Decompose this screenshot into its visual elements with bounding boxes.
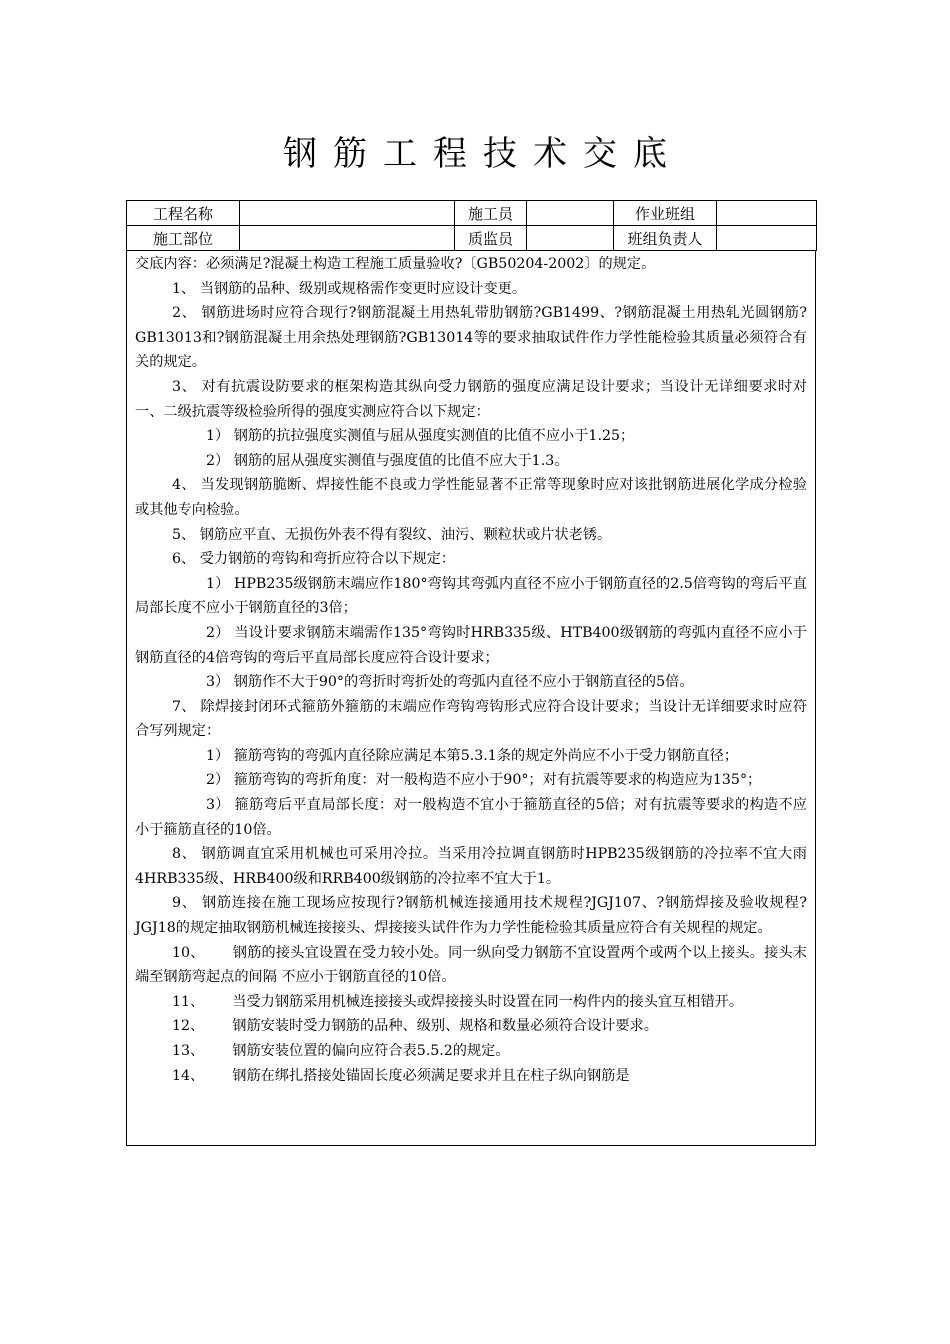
value-team-leader[interactable]	[717, 226, 817, 251]
clause-3-item-2: 2） 钢筋的屈从强度实测值与强度值的比值不应大于1.3。	[206, 452, 569, 469]
header-row	[127, 201, 817, 226]
value-construction-part[interactable]	[240, 226, 455, 251]
clause-number: 11、	[172, 993, 205, 1010]
clause-number: 14、	[172, 1067, 205, 1084]
header-table	[126, 200, 817, 251]
header-row	[127, 226, 817, 251]
clause-number: 13、	[172, 1043, 205, 1059]
clause-7: 7、 除焊接封闭环式箍筋外箍筋的末端应作弯钩弯钩形式应符合设计要求；当设计无详细要求时应符合写列规定：	[135, 698, 807, 740]
clause-6-item-3: 3） 钢筋作不大于90°的弯折时弯折处的弯弧内直径不应小于钢筋直径的5倍。	[206, 674, 694, 691]
clause-text: 钢筋的接头宜设置在受力较小处。同一纵向受力钢筋不宜设置两个或两个以上接头。接头末端至钢筋弯起点的间隔 不应小于钢筋直径的10倍。	[135, 944, 807, 986]
label-project-name: 工程名称	[127, 201, 240, 226]
clause-9: 9、 钢筋连接在施工现场应按现行?钢筋机械连接通用技术规程?JGJ107、?钢筋焊接及验收规程?JGJ18的规定抽取钢筋机械连接接头、焊接接头试件作为力学性能检验其质量应符合有关规程的规定。	[135, 895, 807, 937]
clause-3-item-1: 1） 钢筋的抗拉强度实测值与屈从强度实测值的比值不应小于1.25；	[206, 428, 635, 445]
label-construction-worker: 施工员	[455, 201, 527, 226]
clause-8: 8、 钢筋调直宜采用机械也可采用冷拉。当采用冷拉调直钢筋时HPB235级钢筋的冷拉率不宜大雨4HRB335级、HRB400级和RRB400级钢筋的冷拉率不宜大于1。	[135, 846, 807, 887]
clause-7-item-3: 3） 箍筋弯后平直局部长度：对一般构造不宜小于箍筋直径的5倍；对有抗震等要求的构造不应小于箍筋直径的10倍。	[135, 797, 807, 838]
value-work-team[interactable]	[717, 201, 817, 226]
clause-2: 2、 钢筋进场时应符合现行?钢筋混凝土用热轧带肋钢筋?GB1499、?钢筋混凝土用热轧光圆钢筋?GB13013和?钢筋混凝土用余热处理钢筋?GB13014等的要求抽取试件作力学性能检验其质量必须符合有关的规定。	[135, 305, 807, 371]
clause-11	[135, 990, 807, 1015]
clause-5: 5、 钢筋应平直、无损伤外表不得有裂纹、油污、颗粒状或片状老锈。	[172, 526, 612, 543]
clause-6: 6、 受力钢筋的弯钩和弯折应符合以下规定：	[172, 551, 456, 568]
clause-12	[135, 1014, 807, 1039]
clause-text: 钢筋安装时受力钢筋的品种、级别、规格和数量必须符合设计要求。	[232, 1018, 658, 1035]
value-project-name[interactable]	[240, 201, 455, 226]
document-title: 钢筋工程技术交底	[283, 134, 683, 174]
label-team-leader: 班组负责人	[614, 226, 717, 251]
content-intro: 交底内容：必须满足?混凝土构造工程施工质量验收?〔GB50204-2002〕的规定。	[135, 256, 656, 272]
clause-text: 钢筋安装位置的偏向应符合表5.5.2的规定。	[232, 1043, 510, 1059]
clause-number: 10、	[172, 944, 205, 961]
clause-14	[135, 1064, 807, 1089]
disclosure-content	[126, 250, 816, 1146]
clause-3: 3、 对有抗震设防要求的框架构造其纵向受力钢筋的强度应满足设计要求；当设计无详细要求时对一、二级抗震等级检验所得的强度实测应符合以下规定：	[135, 378, 807, 420]
value-quality-inspector[interactable]	[527, 226, 614, 251]
clause-number: 12、	[172, 1018, 205, 1035]
value-construction-worker[interactable]	[527, 201, 614, 226]
clause-4: 4、 当发现钢筋脆断、焊接性能不良或力学性能显著不正常等现象时应对该批钢筋进展化学成分检验或其他专向检验。	[135, 477, 807, 518]
clause-10	[135, 941, 807, 990]
clause-7-item-1: 1） 箍筋弯钩的弯弧内直径除应满足本第5.3.1条的规定外尚应不小于受力钢筋直径；	[206, 747, 739, 764]
clause-6-item-2: 2） 当设计要求钢筋末端需作135°弯钩时HRB335级、HTB400级钢筋的弯弧内直径不应小于钢筋直径的4倍弯钩的弯后平直局部长度应符合设计要求；	[135, 624, 807, 666]
clause-7-item-2: 2） 箍筋弯钩的弯折角度：对一般构造不应小于90°；对有抗震等要求的构造应为135°；	[206, 772, 762, 789]
clause-13	[135, 1039, 807, 1064]
label-work-team: 作业班组	[614, 201, 717, 226]
clause-6-item-1: 1） HPB235级钢筋末端应作180°弯钩其弯弧内直径不应小于钢筋直径的2.5倍弯钩的弯后平直局部长度不应小于钢筋直径的3倍；	[135, 575, 807, 617]
label-construction-part: 施工部位	[127, 226, 240, 251]
label-quality-inspector: 质监员	[455, 226, 527, 251]
clause-text: 当受力钢筋采用机械连接接头或焊接接头时设置在同一构件内的接头宜互相错开。	[232, 993, 744, 1010]
clause-1: 1、 当钢筋的品种、级别或规格需作变更时应设计变更。	[172, 280, 527, 297]
clause-text: 钢筋在绑扎搭接处锚固长度必须满足要求并且在柱子纵向钢筋是	[232, 1067, 630, 1084]
